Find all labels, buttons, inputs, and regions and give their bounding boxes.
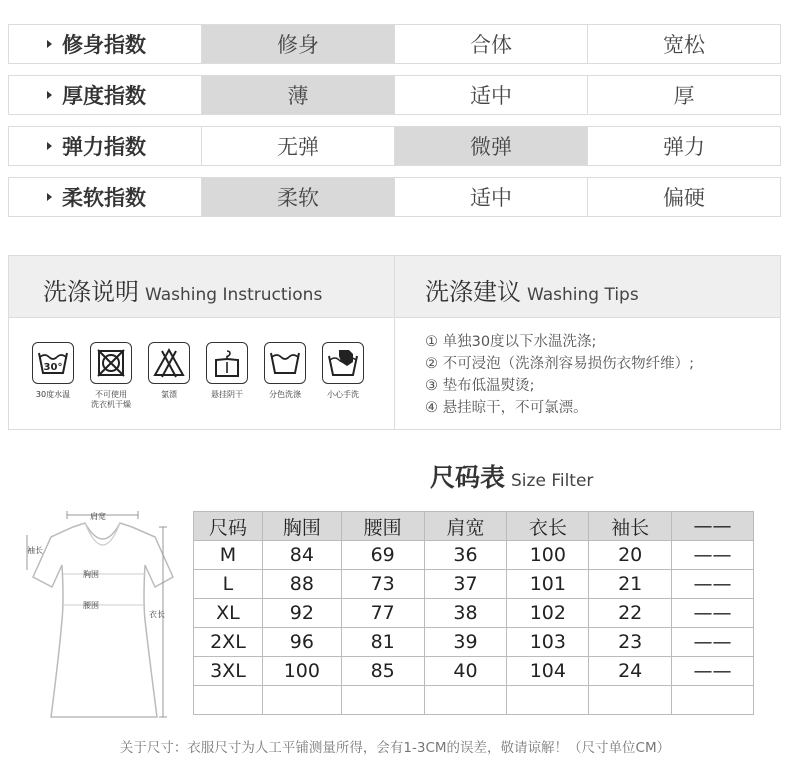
size-table-header-cell: 袖长 <box>589 512 672 541</box>
fit-index-option: 修身 <box>202 25 395 63</box>
size-table-cell: —— <box>672 599 754 628</box>
size-table-cell: 88 <box>262 570 341 599</box>
fit-index-option: 偏硬 <box>663 186 705 210</box>
fit-index-option: 弹力 <box>663 135 705 159</box>
washing-tip: ④ 悬挂晾干，不可氯漂。 <box>425 400 588 416</box>
triangle-bullet-icon <box>47 40 52 48</box>
no-machine-dry-icon <box>90 342 132 384</box>
size-table-cell: —— <box>672 570 754 599</box>
size-table-cell <box>589 686 672 715</box>
size-table-cell: 101 <box>507 570 589 599</box>
washing-tips-title-en: Washing Tips <box>527 285 639 305</box>
size-table-cell: 69 <box>341 541 424 570</box>
size-table-cell: 39 <box>424 628 507 657</box>
fit-index-option: 合体 <box>395 25 588 63</box>
size-table-header-cell: —— <box>672 512 754 541</box>
fit-index-option: 适中 <box>395 178 588 216</box>
fit-index-option: 宽松 <box>663 33 705 57</box>
care-item-wash-separately <box>256 342 314 400</box>
waist-label: 腰围 <box>83 601 99 610</box>
triangle-bullet-icon <box>47 142 52 150</box>
no-bleach-icon <box>148 342 190 384</box>
washing-divider <box>394 256 395 429</box>
wash-temp-label: 30° <box>43 362 63 373</box>
washing-tips-list <box>425 331 694 419</box>
table-row <box>194 628 754 657</box>
table-row <box>194 599 754 628</box>
care-caption: 分色洗涤 <box>269 390 301 399</box>
fit-index-label <box>9 25 202 63</box>
size-table-cell: 77 <box>341 599 424 628</box>
size-table-cell: 100 <box>507 541 589 570</box>
triangle-bullet-icon <box>47 91 52 99</box>
dress-measurement-diagram <box>15 505 190 727</box>
care-caption <box>82 390 140 410</box>
size-table-cell <box>672 686 754 715</box>
care-caption: 30度水温 <box>35 390 71 399</box>
table-row <box>194 541 754 570</box>
washing-instructions-title-en: Washing Instructions <box>145 285 323 305</box>
care-caption-line2: 洗衣机干燥 <box>91 400 131 409</box>
size-table-header-cell: 衣长 <box>507 512 589 541</box>
washing-instructions-title-cn: 洗涤说明 <box>43 278 139 306</box>
size-table-cell: 96 <box>262 628 341 657</box>
size-table-cell: 73 <box>341 570 424 599</box>
fit-index-label-text: 弹力指数 <box>62 135 146 159</box>
care-icons <box>34 342 379 412</box>
washing-panel <box>8 255 781 430</box>
fit-index-row <box>8 177 781 217</box>
size-table-cell: 21 <box>589 570 672 599</box>
size-table-cell: XL <box>194 599 263 628</box>
care-item-hand-wash <box>314 342 372 400</box>
washing-tip: ① 单独30度以下水温洗涤; <box>425 334 597 350</box>
size-chart-title-cn: 尺码表 <box>430 463 506 492</box>
size-table-cell: 40 <box>424 657 507 686</box>
fit-index-label-text: 修身指数 <box>62 33 146 57</box>
fit-index-option: 适中 <box>395 76 588 114</box>
size-table-header-row <box>194 512 754 541</box>
size-table-cell: 22 <box>589 599 672 628</box>
size-table-cell: 36 <box>424 541 507 570</box>
care-caption: 悬挂阴干 <box>211 390 243 399</box>
size-table-cell <box>262 686 341 715</box>
size-table-cell: 92 <box>262 599 341 628</box>
size-table-cell: 3XL <box>194 657 263 686</box>
size-table-header-cell: 尺码 <box>194 512 263 541</box>
size-table-cell: 85 <box>341 657 424 686</box>
care-item-wash-30 <box>24 342 82 400</box>
size-table-cell <box>194 686 263 715</box>
washing-tip: ② 不可浸泡（洗涤剂容易损伤衣物纤维）; <box>425 356 694 372</box>
size-table-cell: 103 <box>507 628 589 657</box>
size-table-cell: 102 <box>507 599 589 628</box>
size-table-cell: 24 <box>589 657 672 686</box>
shoulder-label: 肩宽 <box>90 512 106 521</box>
size-table-cell: 20 <box>589 541 672 570</box>
size-table-header-cell: 肩宽 <box>424 512 507 541</box>
size-table-cell: 100 <box>262 657 341 686</box>
hang-dry-shade-icon <box>206 342 248 384</box>
size-table-cell: 38 <box>424 599 507 628</box>
size-footnote: 关于尺寸：衣服尺寸为人工平铺测量所得，会有1-3CM的误差，敬请谅解！（尺寸单位CM） <box>119 740 671 756</box>
size-table-header-cell: 胸围 <box>262 512 341 541</box>
chest-label: 胸围 <box>83 570 99 579</box>
size-table-cell <box>341 686 424 715</box>
size-table <box>193 511 754 715</box>
size-table-cell: —— <box>672 657 754 686</box>
fit-index-label <box>9 127 202 165</box>
washing-tips-title <box>425 272 639 307</box>
fit-index-option: 微弹 <box>395 127 588 165</box>
care-caption-line1: 不可使用 <box>95 390 127 399</box>
size-table-cell: —— <box>672 628 754 657</box>
fit-index-option: 薄 <box>202 76 395 114</box>
sleeve-label: 袖长 <box>27 546 43 555</box>
size-table-cell: 23 <box>589 628 672 657</box>
care-item-no-bleach <box>140 342 198 400</box>
wash-30-icon <box>32 342 74 384</box>
fit-index-label <box>9 178 202 216</box>
triangle-bullet-icon <box>47 193 52 201</box>
fit-index-option: 柔软 <box>202 178 395 216</box>
size-table-header-cell: 腰围 <box>341 512 424 541</box>
table-row <box>194 657 754 686</box>
care-item-no-machine-dry <box>82 342 140 410</box>
size-table-cell: M <box>194 541 263 570</box>
table-row <box>194 686 754 715</box>
care-item-hang-dry <box>198 342 256 400</box>
fit-index-label-text: 厚度指数 <box>62 84 146 108</box>
size-table-cell: 104 <box>507 657 589 686</box>
size-table-cell: 81 <box>341 628 424 657</box>
table-row <box>194 570 754 599</box>
washing-tips-title-cn: 洗涤建议 <box>425 278 521 306</box>
fit-index-row <box>8 75 781 115</box>
fit-index-option: 厚 <box>673 84 695 108</box>
washing-instructions-title <box>43 272 322 307</box>
care-caption: 氯漂 <box>161 390 177 399</box>
size-table-cell: —— <box>672 541 754 570</box>
care-caption: 小心手洗 <box>327 390 359 399</box>
length-label: 衣长 <box>149 610 165 619</box>
size-table-cell: 2XL <box>194 628 263 657</box>
size-table-cell: L <box>194 570 263 599</box>
fit-index-option: 无弹 <box>202 127 395 165</box>
hand-wash-icon <box>322 342 364 384</box>
fit-index-row <box>8 24 781 64</box>
fit-index-label <box>9 76 202 114</box>
size-table-cell: 84 <box>262 541 341 570</box>
fit-index-row <box>8 126 781 166</box>
wash-separately-icon <box>264 342 306 384</box>
washing-tip: ③ 垫布低温熨烫; <box>425 378 535 394</box>
size-table-cell <box>507 686 589 715</box>
size-chart-title-en: Size Filter <box>511 471 594 491</box>
size-table-cell <box>424 686 507 715</box>
size-chart-title <box>430 458 593 494</box>
fit-index-label-text: 柔软指数 <box>62 186 146 210</box>
size-table-cell: 37 <box>424 570 507 599</box>
